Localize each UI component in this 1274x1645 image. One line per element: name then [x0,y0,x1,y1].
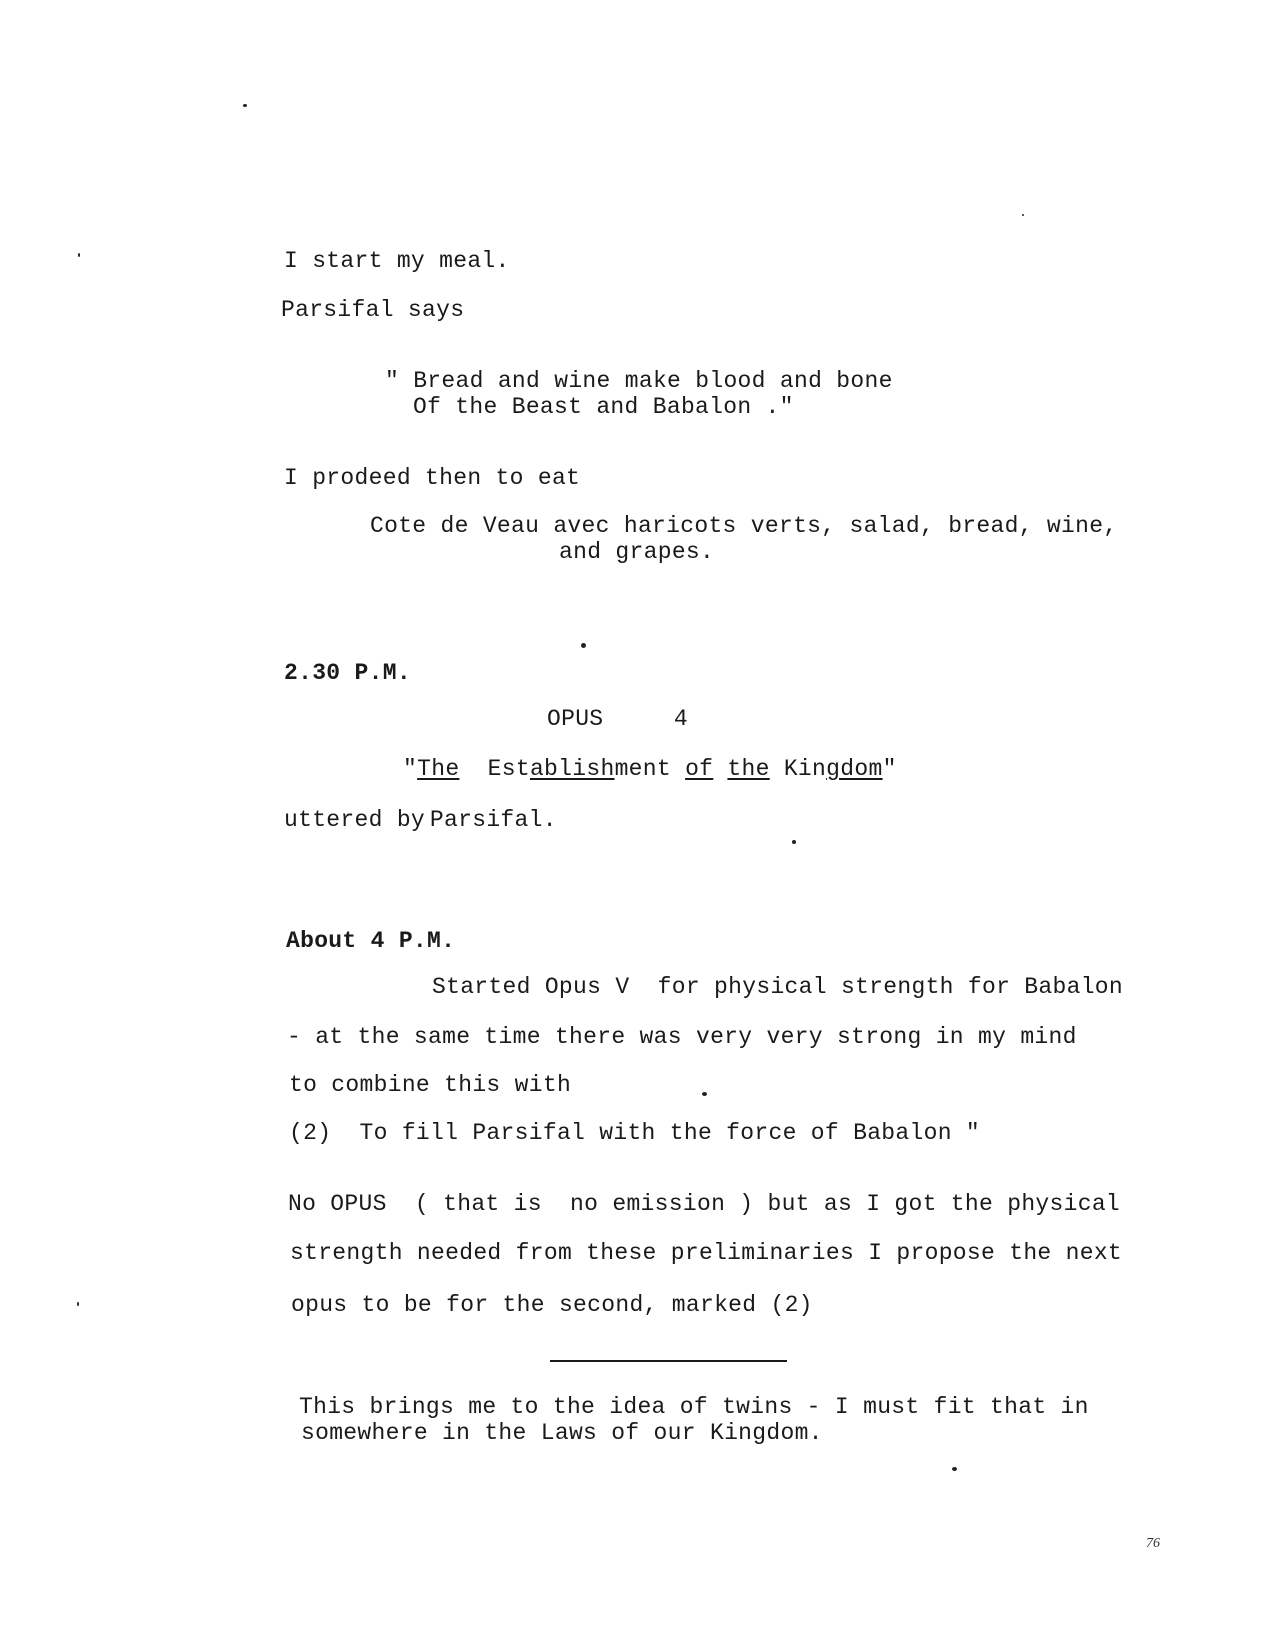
text-line-parsifal-says: Parsifal says [281,297,465,323]
scan-speck [702,1092,707,1096]
opus-title-ablish: ablish [529,756,615,782]
text-line-proceed-eat: I prodeed then to eat [284,465,581,491]
text-line-strength-needed: strength needed from these preliminaries I propose the next [290,1240,1123,1266]
scan-speck [1022,214,1024,216]
quote-line-beast-babalon: Of the Beast and Babalon ." [413,394,794,420]
text-line-start-meal: I start my meal. [284,248,510,274]
opus-title-est: Est [459,756,530,782]
text-line-opus-second: opus to be for the second, marked (2) [291,1292,813,1318]
text-line-started-opus-v: Started Opus V for physical strength for Babalon [432,974,1124,1000]
opus-title-gdom: gdom [826,756,883,782]
scan-speck [792,840,796,844]
text-line-idea-twins: This brings me to the idea of twins - I must fit that in [299,1394,1089,1420]
opus-title-the: The [417,756,460,782]
scan-speck [78,253,80,257]
section-divider [550,1360,787,1362]
text-line-laws-kingdom: somewhere in the Laws of our Kingdom. [301,1420,823,1446]
opus-title [403,756,897,782]
opus-title-the-2: the [727,756,770,782]
scan-speck [77,1302,79,1306]
opus-title-ment: ment [614,756,686,782]
opus-title-close-quote: " [882,756,897,782]
time-heading-about-4: About 4 P.M. [286,928,456,954]
menu-line-1: Cote de Veau avec haricots verts, salad, bread, wine, [370,513,1118,539]
opus-4-heading: OPUS 4 [547,706,689,732]
opus-title-open-quote: " [403,756,418,782]
time-heading-230: 2.30 P.M. [284,660,411,686]
opus-title-space [713,756,727,782]
text-line-no-opus: No OPUS ( that is no emission ) but as I got the physical [288,1191,1121,1217]
page-number: 76 [1146,1536,1160,1551]
opus-title-of: of [685,756,714,782]
text-line-fill-parsifal: (2) To fill Parsifal with the force of Babalon " [289,1120,981,1146]
opus-title-kin: Kin [769,756,827,782]
text-line-combine: to combine this with [289,1072,572,1098]
scan-speck [581,643,586,648]
quote-line-bread-wine: " Bread and wine make blood and bone [385,368,893,394]
scan-speck [952,1467,957,1471]
text-line-uttered-by: uttered by Parsifal. [284,807,557,833]
scan-speck [243,104,247,107]
menu-line-2: and grapes. [559,539,715,565]
text-line-same-time: - at the same time there was very very strong in my mind [287,1024,1077,1050]
